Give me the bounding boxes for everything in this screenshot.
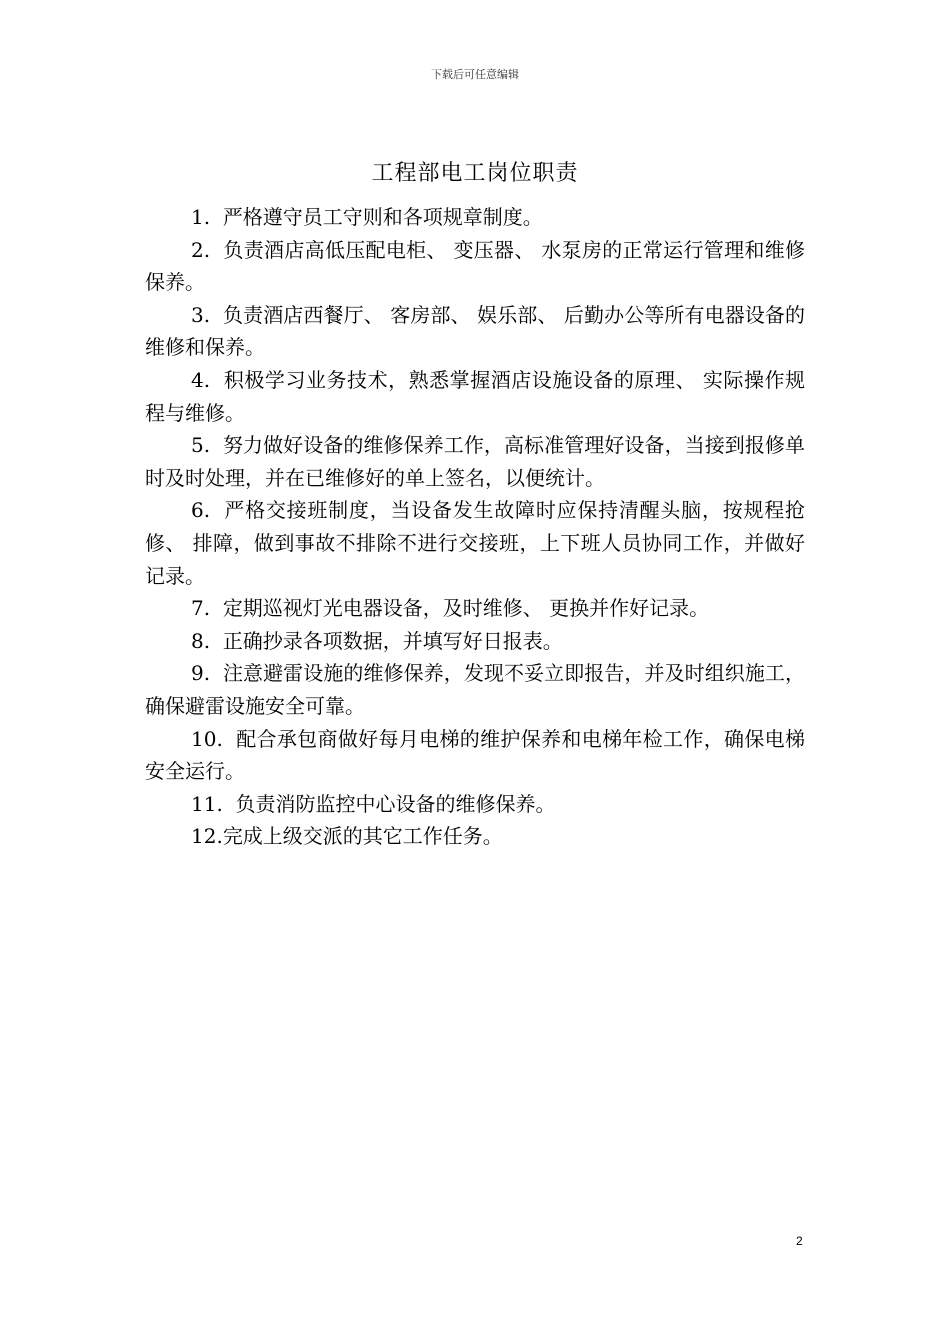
item-text: 负责酒店西餐厅、 客房部、 娱乐部、 后勤办公等所有电器设备的维修和保养。: [145, 302, 806, 360]
item-text: 定期巡视灯光电器设备，及时维修、 更换并作好记录。: [222, 596, 710, 621]
item-number: 6.: [191, 498, 211, 523]
duty-list: [145, 201, 805, 853]
header-note: 下载后可任意编辑: [431, 68, 519, 81]
document-title: 工程部电工岗位职责: [371, 161, 579, 186]
item-text: 严格遵守员工守则和各项规章制度。: [222, 205, 543, 229]
item-number: 5.: [191, 433, 211, 458]
duty-item: [145, 820, 805, 853]
item-text: 负责酒店高低压配电柜、 变压器、 水泵房的正常运行管理和维修保养。: [145, 237, 805, 295]
duty-item: [145, 494, 805, 592]
item-number: 11.: [191, 791, 223, 816]
duty-item: [145, 723, 805, 788]
duty-item: [145, 592, 805, 625]
duty-item: [145, 429, 805, 494]
item-number: 12.: [191, 824, 223, 849]
item-text: 注意避雷设施的维修保养，发现不妥立即报告，并及时组织施工，确保避雷设施安全可靠。: [145, 661, 806, 718]
duty-item: [145, 234, 805, 299]
duty-item: [145, 201, 805, 234]
item-text: 努力做好设备的维修保养工作，高标准管理好设备，当接到报修单时及时处理，并在已维修好的单上签名，以便统计。: [145, 433, 806, 490]
item-number: 9.: [191, 661, 211, 686]
duty-item: [145, 299, 805, 364]
item-text: 正确抄录各项数据，并填写好日报表。: [222, 628, 563, 653]
item-text: 严格交接班制度，当设备发生故障时应保持清醒头脑，按规程抢修、 排障，做到事故不排除不进行交接班，上下班人员协同工作，并做好记录。: [145, 498, 806, 588]
duty-item: [145, 625, 805, 658]
duty-item: [145, 657, 805, 722]
item-number: 7.: [191, 596, 211, 621]
item-number: 3.: [191, 302, 211, 327]
item-number: 8.: [191, 628, 211, 653]
item-number: 4.: [191, 367, 211, 392]
duty-item: [145, 364, 805, 429]
page-number: 2: [796, 1234, 803, 1248]
item-text: 完成上级交派的其它工作任务。: [222, 824, 503, 849]
item-text: 负责消防监控中心设备的维修保养。: [235, 791, 556, 816]
item-text: 配合承包商做好每月电梯的维护保养和电梯年检工作，确保电梯安全运行。: [145, 726, 806, 784]
item-text: 积极学习业务技术，熟悉掌握酒店设施设备的原理、 实际操作规程与维修。: [145, 367, 806, 425]
item-number: 10.: [191, 726, 223, 751]
duty-item: [145, 788, 805, 821]
item-number: 2.: [191, 237, 211, 262]
item-number: 1.: [191, 205, 211, 229]
